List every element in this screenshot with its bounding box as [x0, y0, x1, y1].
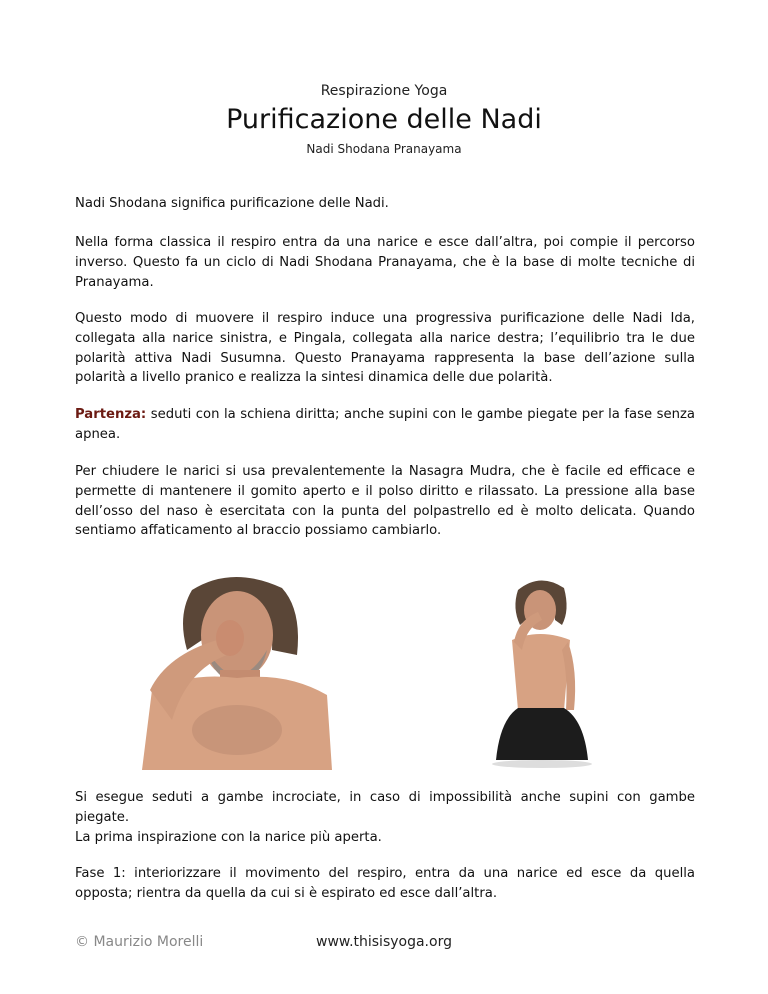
mudra-block: [75, 462, 695, 541]
page-title: Purificazione delle Nadi: [226, 104, 542, 135]
paragraph-first-inhalation: La prima inspirazione con la narice più aperta.: [75, 829, 382, 845]
paragraph-classic-form: Nella forma classica il respiro entra da una narice e esce dall’altra, poi compie il percorso inverso. Questo fa un ciclo di Nadi Shodana Pranayama, che è la base di molte tecniche di Pranayama.: [75, 235, 695, 290]
seated-illustration: [482, 570, 600, 770]
paragraph-nasagra-mudra: Per chiudere le narici si usa prevalentemente la Nasagra Mudra, che è facile ed efficace e permette di mantenere il gomito aperto e il polso diritto e rilassato. La pressione alla base dell’osso del naso è esercitata con la punta del polpastrello ed è molto delicata. Quando sentiamo affaticamento al braccio possiamo cambiarlo.: [75, 464, 695, 539]
footer-website[interactable]: www.thisisyoga.org: [316, 934, 452, 950]
document-header: [0, 82, 768, 157]
photo-nasagra-mudra-closeup: [132, 570, 338, 770]
start-position-block: [75, 405, 695, 445]
page-subtitle: Nadi Shodana Pranayama: [306, 142, 462, 156]
paragraph-definition: Nadi Shodana significa purificazione delle Nadi.: [75, 196, 389, 211]
start-position-label: Partenza:: [75, 407, 147, 422]
paragraph-start-position: [75, 405, 695, 445]
paragraph-execution: Si esegue seduti a gambe incrociate, in caso di impossibilità anche supini con gambe piegate.: [75, 790, 695, 825]
classic-form-block: [75, 233, 695, 292]
paragraph-purification: Questo modo di muovere il respiro induce una progressiva purificazione delle Nadi Ida, collegata alla narice sinistra, e Pingala, collegata alla narice destra; l’equilibrio tra le due polarità attiva Nadi Susumna. Questo Pranayama rappresenta la base dell’azione sulla polarità a livello pranico e realizza la sintesi dinamica delle due polarità.: [75, 311, 695, 386]
purification-block: [75, 309, 695, 388]
start-position-text: seduti con la schiena diritta; anche supini con le gambe piegate per la fase senza apnea.: [75, 407, 695, 442]
intro-block: [75, 194, 695, 214]
closeup-illustration: [132, 570, 338, 770]
execution-block: [75, 788, 695, 847]
footer-author: © Maurizio Morelli: [75, 934, 204, 950]
paragraph-phase-one: Fase 1: interiorizzare il movimento del respiro, entra da una narice ed esce da quella opposta; rientra da quella da cui si è espirato ed esce dall’altra.: [75, 866, 695, 901]
phase-one-block: [75, 864, 695, 904]
page-kicker: Respirazione Yoga: [320, 83, 448, 99]
photo-seated-pose: [482, 570, 600, 770]
